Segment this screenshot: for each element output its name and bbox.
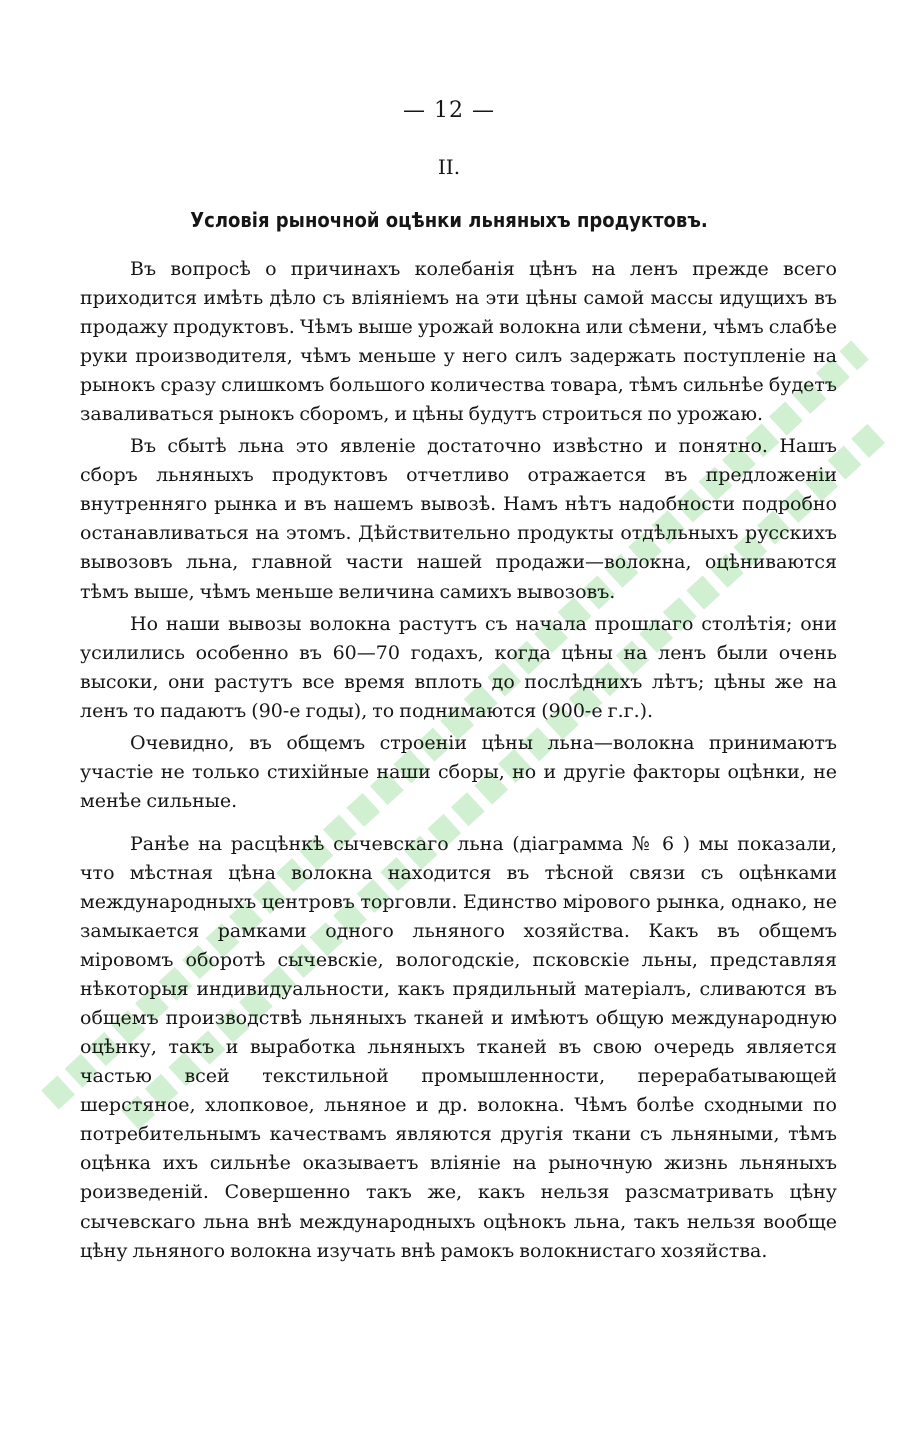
body-text (80, 255, 837, 1266)
page-number: — 12 — (403, 98, 495, 123)
paragraph-4: Очевидно, въ общемъ строеніи цѣны льна—волокна принимаютъ участіе не только стихійные наши сборы, но и другіе факторы оцѣнки, не менѣе сильные. (80, 731, 837, 812)
section-number: II. (437, 155, 461, 179)
paragraph-2: Въ сбытѣ льна это явленіе достаточно извѣстно и понятно. Нашъ сборъ льняныхъ продуктовъ отчетливо отражается въ предложеніи внутренняго рынка и въ нашемъ вывозѣ. Намъ нѣтъ надобности подробно останавливаться на этомъ. Дѣйствительно продукты отдѣльныхъ русскихъ вывозовъ льна, главной части нашей продажи—волокна, оцѣниваются тѣмъ выше, чѣмъ меньше величина самихъ вывозовъ. (80, 435, 837, 603)
paragraph-3: Но наши вывозы волокна растутъ съ начала прошлаго столѣтія; они усилились особенно въ 60—70 годахъ, когда цѣны на ленъ были очень высоки, они растутъ все время вплоть до послѣднихъ лѣтъ; цѣны же на ленъ то падаютъ (90-е годы), то поднимаются (900-е г.г.). (80, 612, 837, 722)
paragraph-5: Ранѣе на расцѣнкѣ сычевскаго льна (діаграмма № 6 ) мы показали, что мѣстная цѣна волокна находится въ тѣсной связи съ оцѣнками международныхъ центровъ торговли. Единство міровoго рынка, однако, не замыкается рамками одного льняного хозяйства. Какъ въ общемъ міровомъ оборотѣ сычевскіе, вологодскіе, псковскіе льны, представляя нѣкоторыя индивидуальности, какъ прядильный матеріалъ, сливаются въ общемъ производствѣ льняныхъ тканей и имѣютъ общую международную оцѣнку, такъ и выработка льняныхъ тканей въ свою очередь является частью всей текстильной промышленности, перерабатывающей шерстяное, хлопковое, льняное и др. волокна. Чѣмъ болѣе сходными по потребительнымъ качествамъ являются другія ткани съ льняными, тѣмъ оцѣнка ихъ сильнѣе оказываетъ вліяніе на рыночную жизнь льняныхъ роизведеній. Совершенно такъ же, какъ нельзя разсматривать цѣну сычевскаго льна внѣ международныхъ оцѣнокъ льна, такъ нельзя вообще цѣну льняного волокна изучать внѣ рамокъ волокнистаго хозяйства. (80, 832, 837, 1262)
section-title: Условія рыночной оцѣнки льняныхъ продуктовъ. (190, 208, 708, 232)
paragraph-1: Въ вопросѣ о причинахъ колебанія цѣнъ на ленъ прежде всего приходится имѣть дѣло съ вліяніемъ на эти цѣны самой массы идущихъ въ продажу продуктовъ. Чѣмъ выше урожай волокна или сѣмени, чѣмъ слабѣе руки производителя, чѣмъ меньше у него силъ задержать поступленіе на рынокъ сразу слишкомъ большого количества товара, тѣмъ сильнѣе будетъ заваливаться рынокъ сборомъ, и цѣны будутъ строиться по урожаю. (80, 258, 837, 426)
